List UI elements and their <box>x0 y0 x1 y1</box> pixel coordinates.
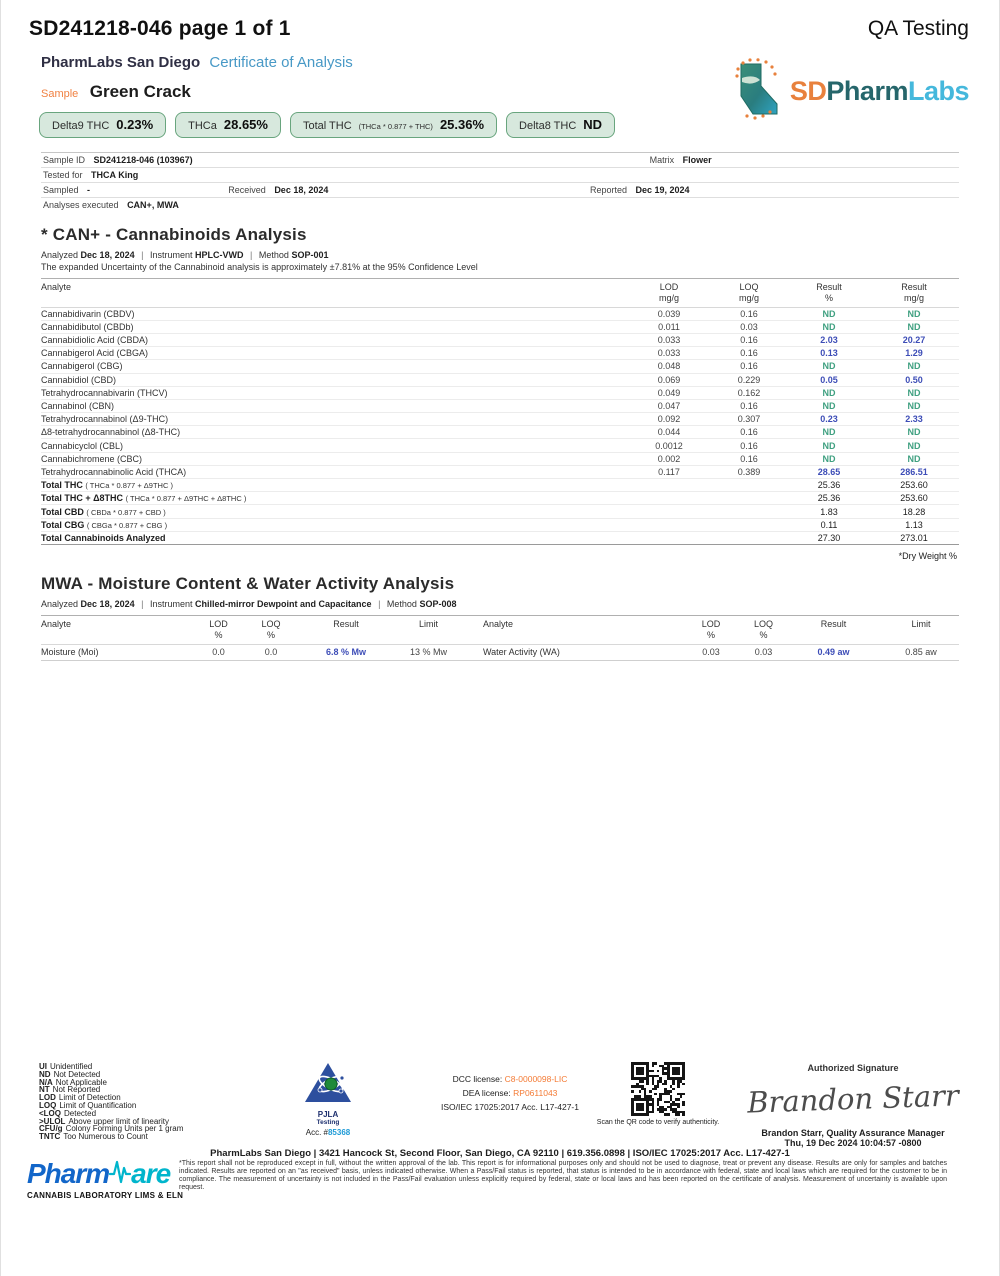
sample-id-label: Sample ID <box>43 154 86 165</box>
col-lod: LOD mg/g <box>658 282 679 303</box>
result-mgg: 286.51 <box>900 466 928 477</box>
result-mgg: ND <box>907 387 921 398</box>
col-result-pct: Result % <box>816 282 842 303</box>
result-mgg: ND <box>907 401 921 411</box>
lod-value: 0.03 <box>702 647 720 658</box>
legend-item: N/A Not Applicable <box>39 1077 107 1087</box>
pill-value: ND <box>583 117 603 132</box>
total-mgg: 273.01 <box>900 532 928 543</box>
moisture-section-title: MWA - Moisture Content & Water Activity Analysis <box>41 573 455 593</box>
result-percent: ND <box>822 321 836 332</box>
loq-value: 0.229 <box>737 374 761 385</box>
table-row <box>41 426 959 439</box>
analyte-name: Cannabidibutol (CBDb) <box>41 321 134 332</box>
pulse-line-icon <box>109 1158 131 1190</box>
lod-value: 0.0012 <box>655 440 683 451</box>
total-row <box>41 519 959 532</box>
analyte-name: Δ8-tetrahydrocannabinol (Δ8-THC) <box>41 427 181 438</box>
analyte-name: Cannabidiol (CBD) <box>41 374 117 385</box>
analyzed-value: Dec 18, 2024 <box>80 598 135 609</box>
matrix-value: Flower <box>682 154 712 165</box>
cannabinoids-table <box>41 278 959 545</box>
result-percent: ND <box>822 453 836 464</box>
result-mgg: ND <box>907 308 921 319</box>
loq-value: 0.16 <box>740 308 758 319</box>
received-value: Dec 18, 2024 <box>274 184 329 195</box>
total-percent: 1.83 <box>820 506 838 517</box>
total-mgg: 1.13 <box>905 519 923 530</box>
uncertainty-note: The expanded Uncertainty of the Cannabinoid analysis is approximately ±7.81% at the 95% Confidence Level <box>41 262 478 272</box>
analyte-name: Tetrahydrocannabinolic Acid (THCA) <box>41 466 187 477</box>
signature-block <box>743 1063 963 1148</box>
pjla-accreditation-badge <box>294 1062 362 1137</box>
reported-value: Dec 19, 2024 <box>635 184 690 195</box>
col-analyte: Analyte <box>41 618 72 629</box>
analyte-name: Cannabidiolic Acid (CBDA) <box>41 335 149 346</box>
total-percent: 0.11 <box>820 519 838 530</box>
table-row <box>41 321 959 334</box>
loq-value: 0.16 <box>740 348 758 359</box>
result-percent: 2.03 <box>820 335 838 346</box>
result-percent: ND <box>822 308 836 319</box>
total-label: Total THC ( THCa * 0.877 + Δ9THC ) <box>41 480 173 491</box>
analyte-name: Water Activity (WA) <box>483 647 560 658</box>
separator: | <box>141 250 144 260</box>
lab-name: PharmLabs San Diego <box>41 54 201 71</box>
pill-delta8-thc <box>506 112 615 138</box>
analyte-name: Cannabidivarin (CBDV) <box>41 308 135 319</box>
sample-label: Sample <box>41 88 79 100</box>
cannabinoids-meta <box>41 250 999 260</box>
pjla-logo-icon <box>304 1091 352 1108</box>
lod-value: 0.039 <box>657 308 681 319</box>
lod-value: 0.0 <box>212 647 225 658</box>
pill-label: Delta8 THC <box>519 120 577 132</box>
pill-value: 25.36% <box>439 117 485 132</box>
total-row <box>41 479 959 492</box>
pill-label: Delta9 THC <box>52 120 110 132</box>
result-value: 0.49 aw <box>817 647 850 658</box>
certificate-title: Certificate of Analysis <box>209 54 353 71</box>
loq-value: 0.16 <box>740 440 758 451</box>
table-row <box>41 387 959 400</box>
pill-formula: (THCa * 0.877 + THC) <box>358 122 433 131</box>
result-value: 6.8 % Mw <box>325 647 366 658</box>
qa-testing-label: QA Testing <box>867 17 969 40</box>
limit-value: 0.85 aw <box>905 647 937 658</box>
matrix-label: Matrix <box>649 154 675 165</box>
loq-value: 0.16 <box>740 427 758 438</box>
legend-item: TNTC Too Numerous to Count <box>39 1132 148 1142</box>
total-row <box>41 532 959 545</box>
received-field <box>228 186 328 195</box>
col-analyte: Analyte <box>41 282 72 292</box>
lod-value: 0.033 <box>657 348 681 359</box>
lod-value: 0.069 <box>657 374 681 385</box>
result-mgg: 20.27 <box>902 335 926 346</box>
result-percent: ND <box>822 440 836 451</box>
legend-item: >ULOL Above upper limit of linearity <box>39 1116 169 1126</box>
instrument-label: Instrument <box>149 250 193 260</box>
result-percent: 0.23 <box>820 414 838 425</box>
legend-item: ND Not Detected <box>39 1069 101 1079</box>
tested-for-row <box>41 168 959 183</box>
tested-for-label: Tested for <box>43 169 83 180</box>
loq-value: 0.16 <box>740 335 758 346</box>
legend-item: LOD Limit of Detection <box>39 1093 121 1103</box>
dcc-license-link[interactable]: C8-0000098-LIC <box>504 1074 568 1084</box>
loq-value: 0.162 <box>737 387 761 398</box>
col-result-mgg: Result mg/g <box>901 282 927 303</box>
analyte-name: Cannabigerol (CBG) <box>41 361 123 372</box>
table-row <box>41 360 959 373</box>
total-label: Total THC + Δ8THC ( THCa * 0.877 + Δ9THC + Δ8THC ) <box>41 493 247 504</box>
table-row <box>41 453 959 466</box>
result-mgg: ND <box>907 453 921 464</box>
moisture-table-header <box>41 615 959 645</box>
total-percent: 25.36 <box>817 480 841 491</box>
pharmware-wordmark <box>27 1158 177 1190</box>
qr-caption: Scan the QR code to verify authenticity. <box>596 1119 720 1126</box>
col-result: Result <box>820 618 847 629</box>
col-lod: LOD % <box>209 618 228 640</box>
abbreviation-legend <box>39 1063 183 1141</box>
lod-value: 0.011 <box>658 321 680 332</box>
total-label: Total CBD ( CBDa * 0.877 + CBD ) <box>41 506 166 517</box>
result-mgg: 1.29 <box>905 348 923 359</box>
table-row <box>41 308 959 321</box>
col-loq: LOQ % <box>753 618 773 640</box>
col-lod: LOD % <box>701 618 721 640</box>
loq-value: 0.03 <box>740 321 758 332</box>
pjla-accreditation-number: Acc. #85368 <box>305 1128 351 1137</box>
signature-script: Brandon Starr <box>746 1078 960 1120</box>
result-percent: 0.13 <box>820 348 838 359</box>
col-limit: Limit <box>911 618 931 629</box>
lod-value: 0.092 <box>657 414 681 425</box>
brand-labs: Labs <box>907 76 969 106</box>
result-percent: 0.05 <box>820 374 838 385</box>
lod-value: 0.002 <box>657 453 681 464</box>
total-mgg: 18.28 <box>902 506 926 517</box>
sampled-value: - <box>87 184 91 195</box>
col-result: Result <box>333 618 359 629</box>
cannabinoids-table-header <box>41 278 959 308</box>
result-mgg: ND <box>907 427 921 438</box>
result-mgg: ND <box>907 361 921 372</box>
loq-value: 0.0 <box>264 647 278 658</box>
signer-name-title: Brandon Starr, Quality Assurance Manager <box>761 1128 945 1138</box>
method-label: Method <box>386 598 417 609</box>
received-label: Received <box>228 184 266 195</box>
sample-id-value: SD241218-046 (103967) <box>93 154 193 165</box>
cannabinoids-section-title: * CAN+ - Cannabinoids Analysis <box>41 225 307 244</box>
dry-weight-footnote: *Dry Weight % <box>898 550 957 561</box>
pjla-name: PJLA <box>317 1110 339 1119</box>
analyses-value: CAN+, MWA <box>127 199 179 210</box>
table-row <box>41 466 959 479</box>
loq-value: 0.16 <box>740 361 758 372</box>
result-percent: ND <box>822 361 836 372</box>
pharmware-part1: Pharm <box>27 1158 110 1189</box>
total-label: Total Cannabinoids Analyzed <box>41 532 166 543</box>
separator: | <box>250 250 253 260</box>
total-row <box>41 492 959 505</box>
matrix-field <box>650 156 712 165</box>
pill-value: 0.23% <box>116 117 154 132</box>
pill-thca <box>175 112 281 138</box>
loq-value: 0.16 <box>740 401 758 411</box>
lod-value: 0.044 <box>657 427 681 438</box>
pharmware-logo <box>27 1158 184 1200</box>
col-analyte: Analyte <box>483 618 514 629</box>
lod-value: 0.048 <box>657 361 681 372</box>
brand-pharm: Pharm <box>826 76 908 106</box>
signature-datetime: Thu, 19 Dec 2024 10:04:57 -0800 <box>784 1138 922 1148</box>
legend-item: CFU/g Colony Forming Units per 1 gram <box>39 1124 184 1134</box>
pill-label: Total THC <box>302 120 352 132</box>
loq-value: 0.389 <box>737 466 761 477</box>
analyses-row <box>41 198 959 212</box>
analyte-name: Cannabicyclol (CBL) <box>41 440 124 451</box>
pharmware-part2: are <box>131 1158 171 1189</box>
dates-row <box>41 183 959 198</box>
brand-sd: SD <box>789 76 827 106</box>
analyte-name: Cannabigerol Acid (CBGA) <box>41 348 149 359</box>
legend-item: LOQ Limit of Quantification <box>39 1100 137 1110</box>
limit-value: 13 % Mw <box>409 647 447 658</box>
analyses-label: Analyses executed <box>43 199 119 210</box>
loq-value: 0.03 <box>754 647 773 658</box>
col-loq: LOQ % <box>261 618 281 640</box>
document-header <box>1 0 999 41</box>
pill-label: THCa <box>188 120 217 132</box>
result-mgg: ND <box>907 321 921 332</box>
sample-info-table <box>41 152 959 212</box>
moisture-meta <box>41 599 999 609</box>
legend-item: NT Not Reported <box>39 1085 101 1095</box>
col-limit: Limit <box>418 618 438 629</box>
analyte-name: Cannabichromene (CBC) <box>41 453 143 464</box>
lod-value: 0.047 <box>657 401 681 411</box>
legend-item: UI Unidentified <box>39 1062 93 1071</box>
lab-address-line: PharmLabs San Diego | 3421 Hancock St, Second Floor, San Diego, CA 92110 | 619.356.0898 | ISO/IEC 17025:2017 Acc. L17-427-1 <box>210 1148 790 1159</box>
result-percent: ND <box>822 427 836 438</box>
reported-label: Reported <box>589 184 627 195</box>
analyzed-label: Analyzed <box>41 598 79 609</box>
col-loq: LOQ mg/g <box>738 282 759 303</box>
result-mgg: 2.33 <box>905 414 923 425</box>
california-map-icon <box>727 58 787 125</box>
total-mgg: 253.60 <box>900 480 928 491</box>
loq-value: 0.16 <box>740 453 758 464</box>
analyzed-value: Dec 18, 2024 <box>80 250 135 260</box>
instrument-value: HPLC-VWD <box>195 250 244 260</box>
instrument-value: Chilled-mirror Dewpoint and Capacitance <box>195 598 372 609</box>
qr-verification-block <box>593 1062 723 1126</box>
tested-for-value: THCA King <box>91 169 139 180</box>
method-value: SOP-001 <box>291 250 329 260</box>
method-value: SOP-008 <box>419 598 457 609</box>
report-disclaimer: *This report shall not be reproduced except in full, without the written approval of the lab. This report is for informational purposes only and should not be used to diagnose, treat or prevent any disease. Results are only for samples and batches indicated. Results are reported on an "as received" basis, unless indicated otherwise. When a Pass/Fail status is reported, that status is intended to be in accordance with federal, state and local laws which are required for the customer to be in compliance. The measurement of uncertainty is not included in the Pass/Fail evaluation unless explicitly required by federal, state or local laws and has been reported on the certificate of analysis. Measurement of uncertainty is available upon request. <box>179 1160 947 1191</box>
method-label: Method <box>258 250 289 260</box>
sampled-label: Sampled <box>43 184 79 195</box>
separator: | <box>141 598 144 609</box>
qr-code <box>631 1062 685 1116</box>
table-row <box>41 347 959 360</box>
sample-id-row <box>41 153 959 168</box>
dea-license-row: DEA license: RP0611043 <box>462 1088 558 1098</box>
document-id: SD241218-046 page 1 of 1 <box>29 17 291 40</box>
loq-value: 0.307 <box>737 414 761 425</box>
table-row <box>41 400 959 413</box>
analyzed-label: Analyzed <box>41 250 79 260</box>
dea-license-link[interactable]: RP0611043 <box>513 1088 558 1098</box>
separator: | <box>378 598 381 609</box>
total-percent: 25.36 <box>817 493 841 504</box>
sample-name: Green Crack <box>89 82 191 101</box>
pill-value: 28.65% <box>223 117 268 132</box>
authorized-signature-label: Authorized Signature <box>807 1063 899 1073</box>
reported-field <box>590 186 690 195</box>
total-percent: 27.30 <box>817 532 841 543</box>
total-row <box>41 505 959 518</box>
sdpharmlabs-logo <box>727 58 969 125</box>
table-row <box>41 439 959 452</box>
legend-item: <LOQ Detected <box>39 1108 97 1118</box>
result-percent: ND <box>822 401 836 411</box>
moisture-table <box>41 615 959 661</box>
lod-value: 0.117 <box>658 466 680 477</box>
pill-total-thc <box>290 112 497 138</box>
lod-value: 0.049 <box>657 387 681 398</box>
table-row <box>41 645 959 661</box>
result-mgg: 0.50 <box>905 374 923 385</box>
table-row <box>41 334 959 347</box>
result-percent: ND <box>822 387 836 398</box>
analyte-name: Moisture (Moi) <box>41 647 99 658</box>
analyte-name: Tetrahydrocannabinol (Δ9-THC) <box>41 414 169 425</box>
result-mgg: ND <box>907 440 921 451</box>
instrument-label: Instrument <box>149 598 193 609</box>
pharmware-tagline: CANNABIS LABORATORY LIMS & ELN <box>27 1191 184 1200</box>
table-row <box>41 413 959 426</box>
analyte-name: Cannabinol (CBN) <box>41 401 115 411</box>
license-block <box>425 1072 595 1114</box>
brand-wordmark <box>790 76 969 107</box>
total-mgg: 253.60 <box>900 493 928 504</box>
pjla-sub: Testing <box>316 1119 340 1126</box>
pill-delta9-thc <box>39 112 166 138</box>
lod-value: 0.033 <box>657 335 681 346</box>
dcc-license-row: DCC license: C8-0000098-LIC <box>452 1074 568 1084</box>
total-label: Total CBG ( CBGa * 0.877 + CBG ) <box>41 519 168 530</box>
iso-accreditation-row: ISO/IEC 17025:2017 Acc. L17-427-1 <box>441 1102 579 1112</box>
table-row <box>41 374 959 387</box>
analyte-name: Tetrahydrocannabivarin (THCV) <box>41 387 168 398</box>
result-percent: 28.65 <box>817 466 841 477</box>
